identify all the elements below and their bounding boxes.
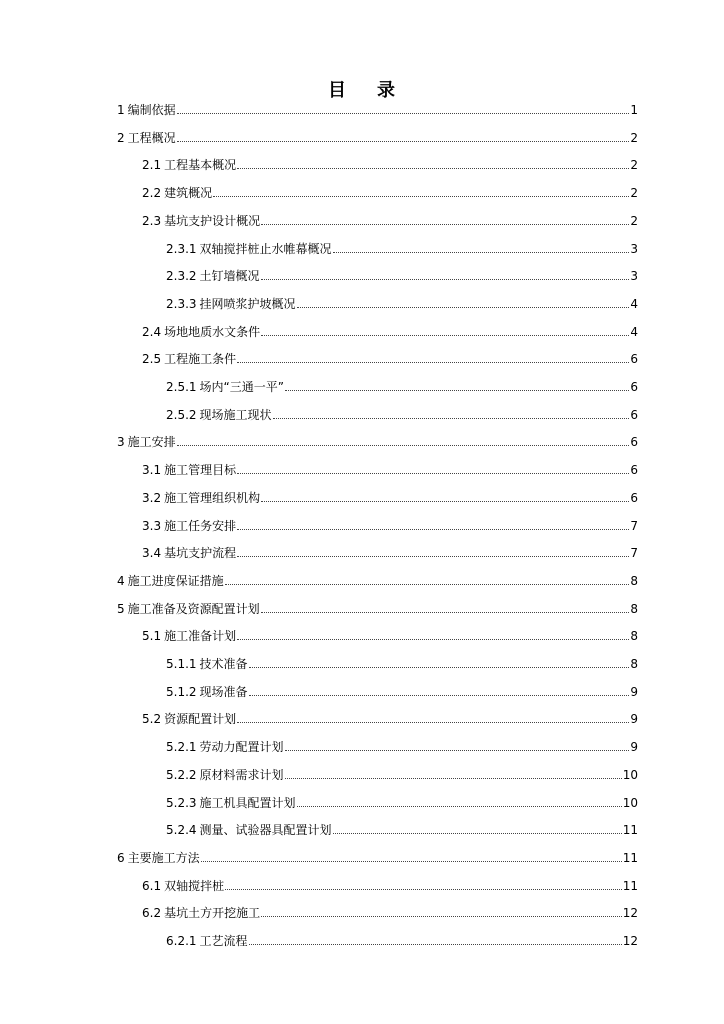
toc-entry-page: 7 <box>630 546 638 561</box>
toc-entry-page: 11 <box>622 878 638 893</box>
toc-entry[interactable] <box>166 681 638 701</box>
toc-entry-number: 3.1 <box>142 463 162 478</box>
toc-entry-title: 施工准备及资源配置计划 <box>127 601 260 616</box>
toc-entry[interactable] <box>117 431 638 451</box>
toc-entry-page: 1 <box>630 103 638 117</box>
toc-entry[interactable] <box>142 902 638 922</box>
toc-entry-title: 施工准备计划 <box>164 629 237 644</box>
toc-entry-number: 2.3.3 <box>166 296 197 311</box>
toc-entry-page: 8 <box>630 573 638 588</box>
toc-entry-number: 4 <box>117 573 125 588</box>
toc-entry-page: 6 <box>630 490 638 505</box>
toc-entry-number: 5.1 <box>142 629 162 644</box>
toc-entry-title: 原材料需求计划 <box>199 767 284 782</box>
toc-entry-title: 劳动力配置计划 <box>199 740 284 755</box>
toc-entry[interactable] <box>142 708 638 728</box>
toc-entry[interactable] <box>166 819 638 839</box>
toc-leader-dots <box>225 875 622 890</box>
toc-entry[interactable] <box>142 182 638 202</box>
toc-entry-page: 12 <box>622 906 638 921</box>
toc-entry-number: 6 <box>117 850 125 865</box>
toc-leader-dots <box>261 598 630 613</box>
toc-entry[interactable] <box>142 625 638 645</box>
toc-entry-page: 11 <box>622 850 638 865</box>
toc-entry-title: 建筑概况 <box>164 186 213 201</box>
toc-entry-title: 场内“三通一平” <box>199 380 284 394</box>
toc-entry-title: 工程施工条件 <box>164 352 237 367</box>
toc-entry[interactable] <box>117 99 638 119</box>
toc-entry-page: 2 <box>630 186 638 201</box>
toc-entry-page: 6 <box>630 435 638 450</box>
toc-entry-page: 8 <box>630 601 638 616</box>
toc-entry-page: 4 <box>630 296 638 311</box>
toc-entry-number: 2.1 <box>142 158 162 173</box>
toc-entry[interactable] <box>142 875 638 895</box>
toc-entry-number: 2.4 <box>142 324 162 339</box>
toc-entry-title: 资源配置计划 <box>164 712 237 727</box>
toc-entry-title: 工程概况 <box>127 130 176 145</box>
toc-entry-number: 3.3 <box>142 518 162 533</box>
toc-entry-number: 5.2.3 <box>166 795 197 810</box>
toc-entry-title: 技术准备 <box>199 657 248 671</box>
toc-entry[interactable] <box>142 542 638 562</box>
toc-entry-title: 基坑支护设计概况 <box>164 213 261 228</box>
toc-entry-title: 施工管理目标 <box>164 463 237 478</box>
toc-entry[interactable] <box>166 404 638 424</box>
toc-leader-dots <box>249 681 630 696</box>
toc-entry[interactable] <box>166 265 638 285</box>
toc-leader-dots <box>237 515 629 530</box>
toc-entry-number: 3.2 <box>142 490 162 505</box>
toc-entry-title: 双轴搅拌桩止水帷幕概况 <box>199 241 332 256</box>
toc-title-part2: 录 <box>377 80 396 101</box>
toc-entry-title: 施工进度保证措施 <box>127 573 224 588</box>
toc-entry[interactable] <box>142 515 638 535</box>
toc-entry[interactable] <box>142 210 638 230</box>
toc-entry-title: 基坑土方开挖施工 <box>164 906 261 921</box>
toc-entry-title: 双轴搅拌桩 <box>164 878 225 893</box>
toc-entry-number: 5.2.1 <box>166 740 197 755</box>
toc-leader-dots <box>237 625 629 640</box>
toc-entry[interactable] <box>142 348 638 368</box>
toc-entry-number: 6.2 <box>142 906 162 921</box>
toc-entry[interactable] <box>166 930 638 950</box>
toc-entry-number: 5.2 <box>142 712 162 727</box>
toc-entry-number: 5.2.2 <box>166 767 197 782</box>
toc-entry-title: 施工安排 <box>127 435 176 450</box>
toc-entry-number: 3.4 <box>142 546 162 561</box>
toc-entry[interactable] <box>142 487 638 507</box>
toc-entry-title: 主要施工方法 <box>127 850 200 865</box>
toc-entry-number: 2 <box>117 130 125 145</box>
toc-entry[interactable] <box>166 792 638 812</box>
toc-entry-title: 基坑支护流程 <box>164 546 237 561</box>
toc-entry[interactable] <box>166 293 638 313</box>
toc-entry-page: 9 <box>630 712 638 727</box>
toc-title-part1: 目 <box>328 80 347 101</box>
toc-entry-number: 5 <box>117 601 125 616</box>
toc-entry-page: 12 <box>622 934 638 948</box>
toc-entry-page: 4 <box>630 324 638 339</box>
toc-entry-page: 6 <box>630 380 638 394</box>
toc-entry-page: 11 <box>622 823 638 838</box>
toc-leader-dots <box>237 348 629 363</box>
toc-entry-page: 8 <box>630 657 638 671</box>
toc-leader-dots <box>261 487 629 502</box>
toc-entry[interactable] <box>166 238 638 258</box>
toc-entry[interactable] <box>117 598 638 618</box>
toc-leader-dots <box>297 792 622 807</box>
toc-leader-dots <box>213 182 629 197</box>
toc-entry-number: 2.2 <box>142 186 162 201</box>
toc-leader-dots <box>237 708 629 723</box>
toc-entry[interactable] <box>117 570 638 590</box>
toc-entry-page: 6 <box>630 463 638 478</box>
toc-leader-dots <box>285 764 622 779</box>
toc-entry-number: 5.2.4 <box>166 823 197 838</box>
toc-entry-title: 工艺流程 <box>199 934 248 948</box>
toc-entry-title: 现场准备 <box>199 684 248 699</box>
toc-entry-page: 6 <box>630 352 638 367</box>
toc-entry-title: 挂网喷浆护坡概况 <box>199 296 296 311</box>
toc-leader-dots <box>177 127 630 142</box>
toc-leader-dots <box>261 210 629 225</box>
toc-entry-title: 编制依据 <box>127 103 176 117</box>
toc-entry-page: 9 <box>630 740 638 755</box>
toc-entry[interactable] <box>142 321 638 341</box>
toc-leader-dots <box>225 570 630 585</box>
toc-entry-title: 场地地质水文条件 <box>164 324 261 339</box>
toc-entry[interactable] <box>117 847 638 867</box>
toc-entry-page: 3 <box>630 269 638 284</box>
toc-leader-dots <box>333 238 630 253</box>
toc-entry-page: 7 <box>630 518 638 533</box>
toc-entry-page: 2 <box>630 130 638 145</box>
toc-leader-dots <box>249 930 622 945</box>
toc-entry-page: 10 <box>622 795 638 810</box>
toc-entry-title: 土钉墙概况 <box>199 269 260 284</box>
toc-entry-page: 2 <box>630 213 638 228</box>
toc-entry-number: 2.3.1 <box>166 241 197 256</box>
toc-leader-dots <box>237 459 629 474</box>
toc-leader-dots <box>177 431 630 446</box>
toc-entry[interactable] <box>166 736 638 756</box>
toc-entry[interactable] <box>117 127 638 147</box>
toc-leader-dots <box>285 376 629 391</box>
toc-leader-dots <box>261 265 630 280</box>
toc-entry-number: 3 <box>117 435 125 450</box>
toc-entry-number: 2.5.1 <box>166 380 197 394</box>
toc-leader-dots <box>237 154 629 169</box>
toc-entry-title: 施工管理组织机构 <box>164 490 261 505</box>
toc-entry[interactable] <box>142 154 638 174</box>
toc-entry-title: 现场施工现状 <box>199 407 272 422</box>
toc-entry[interactable] <box>166 764 638 784</box>
toc-entry-number: 2.3.2 <box>166 269 197 284</box>
toc-leader-dots <box>237 542 629 557</box>
toc-entry-title: 工程基本概况 <box>164 158 237 173</box>
toc-leader-dots <box>201 847 622 862</box>
toc-entry-page: 2 <box>630 158 638 173</box>
toc-entry-number: 2.3 <box>142 213 162 228</box>
toc-entry-number: 1 <box>117 103 125 117</box>
toc-entry-page: 3 <box>630 241 638 256</box>
toc-entry[interactable] <box>142 459 638 479</box>
toc-entry-number: 5.1.2 <box>166 684 197 699</box>
toc-entry[interactable] <box>166 376 638 396</box>
toc-entry-number: 6.2.1 <box>166 934 197 948</box>
toc-entry-page: 8 <box>630 629 638 644</box>
toc-leader-dots <box>297 293 630 308</box>
toc-entry-number: 2.5.2 <box>166 407 197 422</box>
toc-entry-page: 10 <box>622 767 638 782</box>
toc-leader-dots <box>273 404 630 419</box>
toc-entry-page: 6 <box>630 407 638 422</box>
toc-leader-dots <box>261 321 629 336</box>
toc-entry-title: 施工机具配置计划 <box>199 795 296 810</box>
toc-entry-page: 9 <box>630 684 638 699</box>
toc-entry-title: 测量、试验器具配置计划 <box>199 823 332 838</box>
toc-entry[interactable] <box>166 653 638 673</box>
toc-leader-dots <box>261 902 622 917</box>
toc-leader-dots <box>333 819 622 834</box>
toc-leader-dots <box>249 653 630 668</box>
toc-leader-dots <box>285 736 630 751</box>
toc-entry-number: 2.5 <box>142 352 162 367</box>
toc-entry-number: 6.1 <box>142 878 162 893</box>
toc-entry-number: 5.1.1 <box>166 657 197 671</box>
toc-entry-title: 施工任务安排 <box>164 518 237 533</box>
toc-leader-dots <box>177 99 630 114</box>
